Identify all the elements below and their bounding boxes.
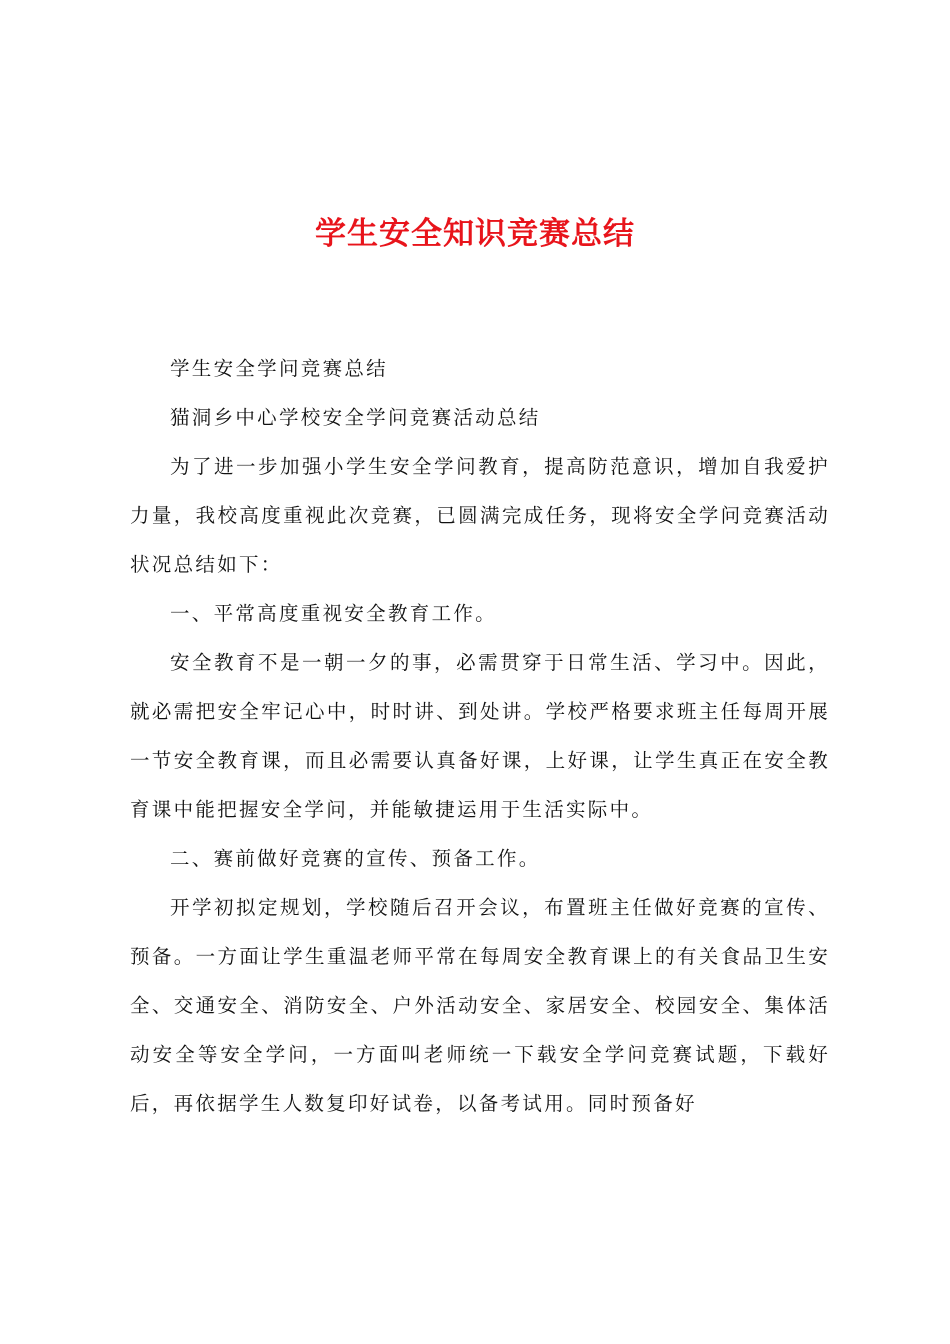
document-title: 学生安全知识竞赛总结 xyxy=(315,216,635,252)
paragraph-heading: 学生安全学问竞赛总结 xyxy=(169,357,388,380)
paragraph-subheading: 猫洞乡中心学校安全学问竞赛活动总结 xyxy=(169,406,541,429)
section-heading-2: 二、赛前做好竞赛的宣传、预备工作。 xyxy=(169,847,541,870)
paragraph-section-2: 开学初拟定规划，学校随后召开会议，布置班主任做好竞赛的宣传、预备。一方面让学生重温老师平常在每周安全教育课上的有关食品卫生安全、交通安全、消防安全、户外活动安全、家居安全、校园安全、集体活动安全等安全学问，一方面叫老师统一下载安全学问竞赛试题，下载好后，再依据学生人数复印好试卷，以备考试用。同时预备好 xyxy=(130,896,830,1115)
paragraph-intro: 为了进一步加强小学生安全学问教育，提高防范意识，增加自我爱护力量，我校高度重视此次竞赛，已圆满完成任务，现将安全学问竞赛活动状况总结如下： xyxy=(130,455,830,576)
section-heading-1: 一、平常高度重视安全教育工作。 xyxy=(169,602,497,625)
paragraph-section-1: 安全教育不是一朝一夕的事，必需贯穿于日常生活、学习中。因此，就必需把安全牢记心中，时时讲、到处讲。学校严格要求班主任每周开展一节安全教育课，而且必需要认真备好课，上好课，让学生真正在安全教育课中能把握安全学问，并能敏捷运用于生活实际中。 xyxy=(130,651,830,821)
document-body xyxy=(130,344,830,1128)
